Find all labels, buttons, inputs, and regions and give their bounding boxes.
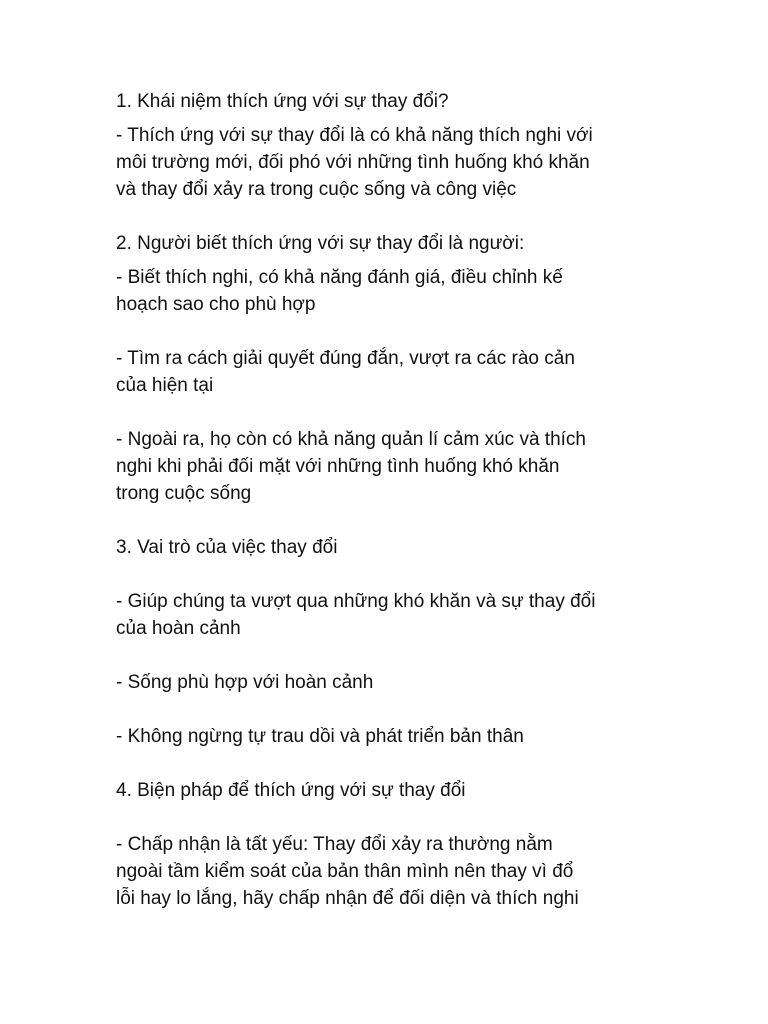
paragraph-accept: - Chấp nhận là tất yếu: Thay đổi xảy ra thường nằm ngoài tầm kiểm soát của bản thân mình nên thay vì đổ lỗi hay lo lắng, hãy chấp nhận để đối diện và thích nghi [116,834,579,909]
heading-4: 4. Biện pháp để thích ứng với sự thay đổi [116,780,466,801]
heading-2: 2. Người biết thích ứng với sự thay đổi là người: [116,233,525,254]
document-body [116,88,676,912]
heading-3: 3. Vai trò của việc thay đổi [116,537,338,558]
heading-1: 1. Khái niệm thích ứng với sự thay đổi? [116,91,449,112]
paragraph-overcome: - Giúp chúng ta vượt qua những khó khăn và sự thay đổi của hoàn cảnh [116,591,596,639]
paragraph-definition: - Thích ứng với sự thay đổi là có khả năng thích nghi với môi trường mới, đối phó với những tình huống khó khăn và thay đổi xảy ra trong cuộc sống và công việc [116,125,593,200]
paragraph-adapt-plan: - Biết thích nghi, có khả năng đánh giá, điều chỉnh kế hoạch sao cho phù hợp [116,267,563,315]
paragraph-manage-emotions: - Ngoài ra, họ còn có khả năng quản lí cảm xúc và thích nghi khi phải đối mặt với những tình huống khó khăn trong cuộc sống [116,429,586,504]
paragraph-find-solution: - Tìm ra cách giải quyết đúng đắn, vượt ra các rào cản của hiện tại [116,348,575,396]
paragraph-live-suitably: - Sống phù hợp với hoàn cảnh [116,672,374,693]
paragraph-self-improve: - Không ngừng tự trau dồi và phát triển bản thân [116,726,524,747]
